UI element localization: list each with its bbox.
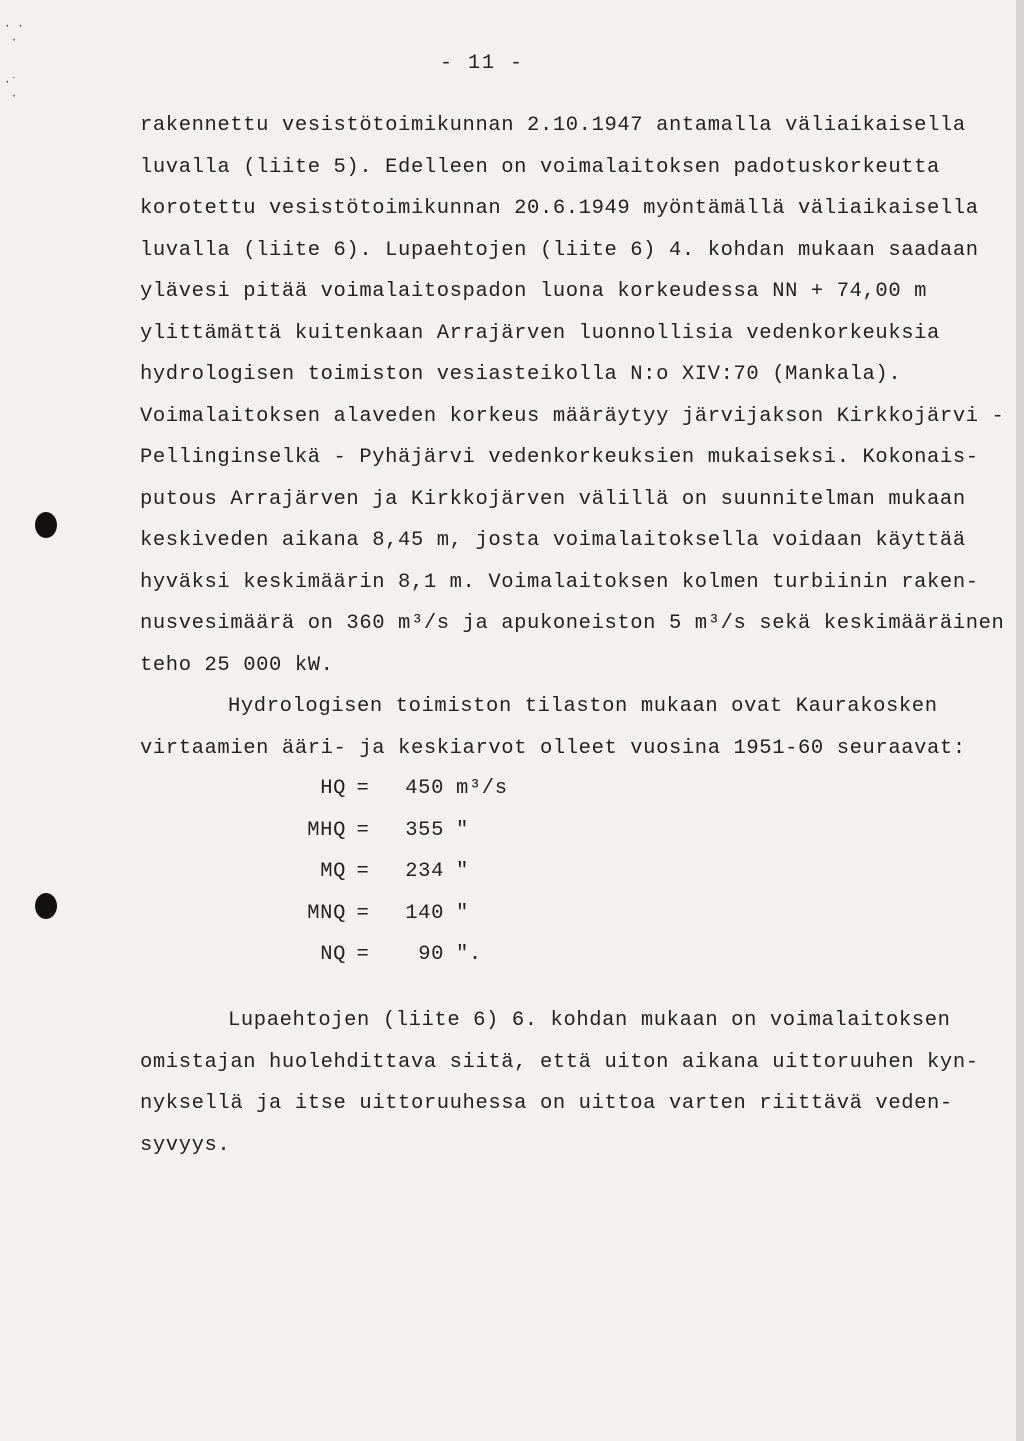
text-line: hyväksi keskimäärin 8,1 m. Voimalaitoksen kolmen turbiinin raken- xyxy=(140,570,979,594)
text-line: Hydrologisen toimiston tilaston mukaan ovat Kaurakosken xyxy=(228,695,938,718)
flow-label: MHQ xyxy=(307,818,346,842)
text-line: keskiveden aikana 8,45 m, josta voimalaitoksella voidaan käyttää xyxy=(140,529,966,552)
text-line: Lupaehtojen (liite 6) 6. kohdan mukaan on voimalaitoksen xyxy=(228,1009,951,1032)
page-edge xyxy=(1016,0,1024,1441)
text-line: ylävesi pitää voimalaitospadon luona korkeudessa NN + 74,00 m xyxy=(140,280,928,303)
flow-values-table xyxy=(262,768,508,976)
text-line: teho 25 000 kW. xyxy=(140,653,334,677)
flow-equals: = xyxy=(356,943,370,966)
text-line: luvalla (liite 5). Edelleen on voimalaitoksen padotuskorkeutta xyxy=(140,155,940,179)
flow-row xyxy=(262,768,508,810)
flow-unit: m³/s xyxy=(456,777,508,800)
page-number: - 11 - xyxy=(439,52,524,75)
flow-label: NQ xyxy=(320,943,346,966)
flow-value: 234 xyxy=(405,860,444,883)
paragraph-1 xyxy=(140,105,1005,686)
flow-row xyxy=(262,934,508,976)
paragraph-2 xyxy=(140,686,980,769)
flow-equals: = xyxy=(356,860,370,883)
text-line: syvyys. xyxy=(140,1133,231,1157)
flow-value: 450 xyxy=(405,777,444,800)
flow-value: 90 xyxy=(418,943,444,966)
flow-label: MNQ xyxy=(307,901,346,925)
punch-hole-icon xyxy=(35,893,57,919)
flow-equals: = xyxy=(356,777,370,800)
text-line: putous Arrajärven ja Kirkkojärven välillä on suunnitelman mukaan xyxy=(140,487,966,511)
text-line: virtaamien ääri- ja keskiarvot olleet vuosina 1951-60 seuraavat: xyxy=(140,736,966,760)
text-line: omistajan huolehdittava siitä, että uiton aikana uittoruuhen kyn- xyxy=(140,1050,979,1074)
flow-equals: = xyxy=(356,818,370,842)
text-line: hydrologisen toimiston vesiasteikolla N:o XIV:70 (Mankala). xyxy=(140,363,902,386)
flow-row xyxy=(262,851,508,893)
paragraph-3 xyxy=(140,1000,980,1166)
flow-row xyxy=(262,810,508,852)
text-line: luvalla (liite 6). Lupaehtojen (liite 6) 4. kohdan mukaan saadaan xyxy=(140,238,979,262)
flow-unit: ". xyxy=(456,943,482,966)
flow-unit: " xyxy=(456,818,469,842)
flow-label: MQ xyxy=(320,860,346,883)
text-line: nusvesimäärä on 360 m³/s ja apukoneiston 5 m³/s sekä keskimääräinen xyxy=(140,612,1005,635)
punch-hole-icon xyxy=(35,512,57,538)
text-line: nyksellä ja itse uittoruuhessa on uittoa varten riittävä veden- xyxy=(140,1092,953,1115)
flow-unit: " xyxy=(456,860,469,883)
text-line: ylittämättä kuitenkaan Arrajärven luonnollisia vedenkorkeuksia xyxy=(140,321,940,345)
text-line: Voimalaitoksen alaveden korkeus määräytyy järvijakson Kirkkojärvi - xyxy=(140,404,1005,428)
flow-equals: = xyxy=(356,901,370,925)
flow-row xyxy=(262,893,508,935)
flow-value: 355 xyxy=(405,818,444,842)
text-line: korotettu vesistötoimikunnan 20.6.1949 myöntämällä väliaikaisella xyxy=(140,197,979,220)
text-line: rakennettu vesistötoimikunnan 2.10.1947 antamalla väliaikaisella xyxy=(140,114,966,137)
flow-unit: " xyxy=(456,901,469,925)
flow-value: 140 xyxy=(405,901,444,925)
text-line: Pellinginselkä - Pyhäjärvi vedenkorkeuksien mukaiseksi. Kokonais- xyxy=(140,446,979,469)
flow-label: HQ xyxy=(320,777,346,800)
scan-specks: · · · ·˙ · xyxy=(4,21,24,103)
